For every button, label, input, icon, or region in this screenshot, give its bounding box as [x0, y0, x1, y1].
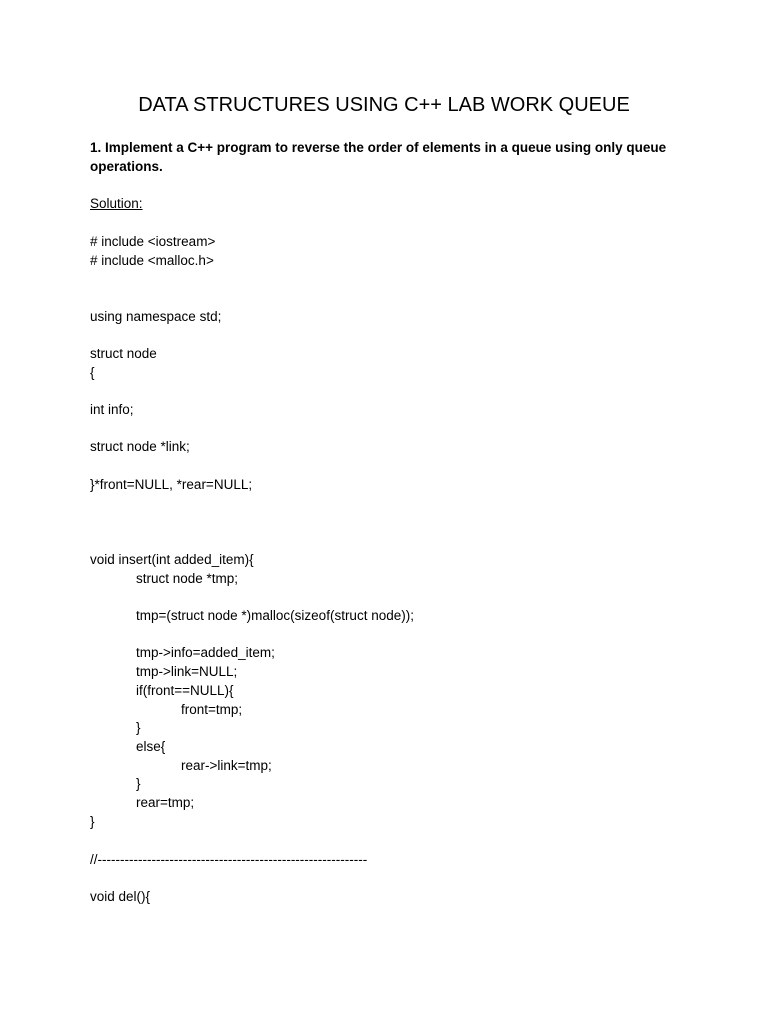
- code-line: rear->link=tmp;: [181, 758, 272, 773]
- code-line: }: [90, 814, 95, 829]
- code-line: front=tmp;: [181, 702, 243, 717]
- code-line: if(front==NULL){: [136, 683, 234, 698]
- question-text: 1. Implement a C++ program to reverse the order of elements in a queue using only queue operations.: [90, 140, 667, 174]
- code-line: void del(){: [90, 889, 151, 904]
- code-line: struct node: [90, 346, 157, 361]
- code-line: tmp->info=added_item;: [136, 645, 275, 660]
- solution-label: Solution:: [90, 196, 143, 211]
- code-line: }: [136, 776, 141, 791]
- code-line: {: [90, 365, 95, 380]
- code-line: struct node *link;: [90, 439, 190, 454]
- code-line: using namespace std;: [90, 309, 222, 324]
- code-line: int info;: [90, 402, 134, 417]
- code-line: tmp->link=NULL;: [136, 664, 238, 679]
- code-line: # include <malloc.h>: [90, 253, 214, 268]
- code-line: void insert(int added_item){: [90, 552, 254, 567]
- code-line: rear=tmp;: [136, 795, 195, 810]
- code-line: struct node *tmp;: [136, 571, 239, 586]
- code-line: }*front=NULL, *rear=NULL;: [90, 477, 253, 492]
- code-line: tmp=(struct node *)malloc(sizeof(struct node));: [136, 608, 414, 623]
- code-line: }: [136, 720, 141, 735]
- code-line: # include <iostream>: [90, 234, 216, 249]
- code-line: else{: [136, 739, 166, 754]
- code-line: //------------------------------------------------------------: [90, 852, 368, 867]
- document-title: DATA STRUCTURES USING C++ LAB WORK QUEUE: [138, 94, 630, 116]
